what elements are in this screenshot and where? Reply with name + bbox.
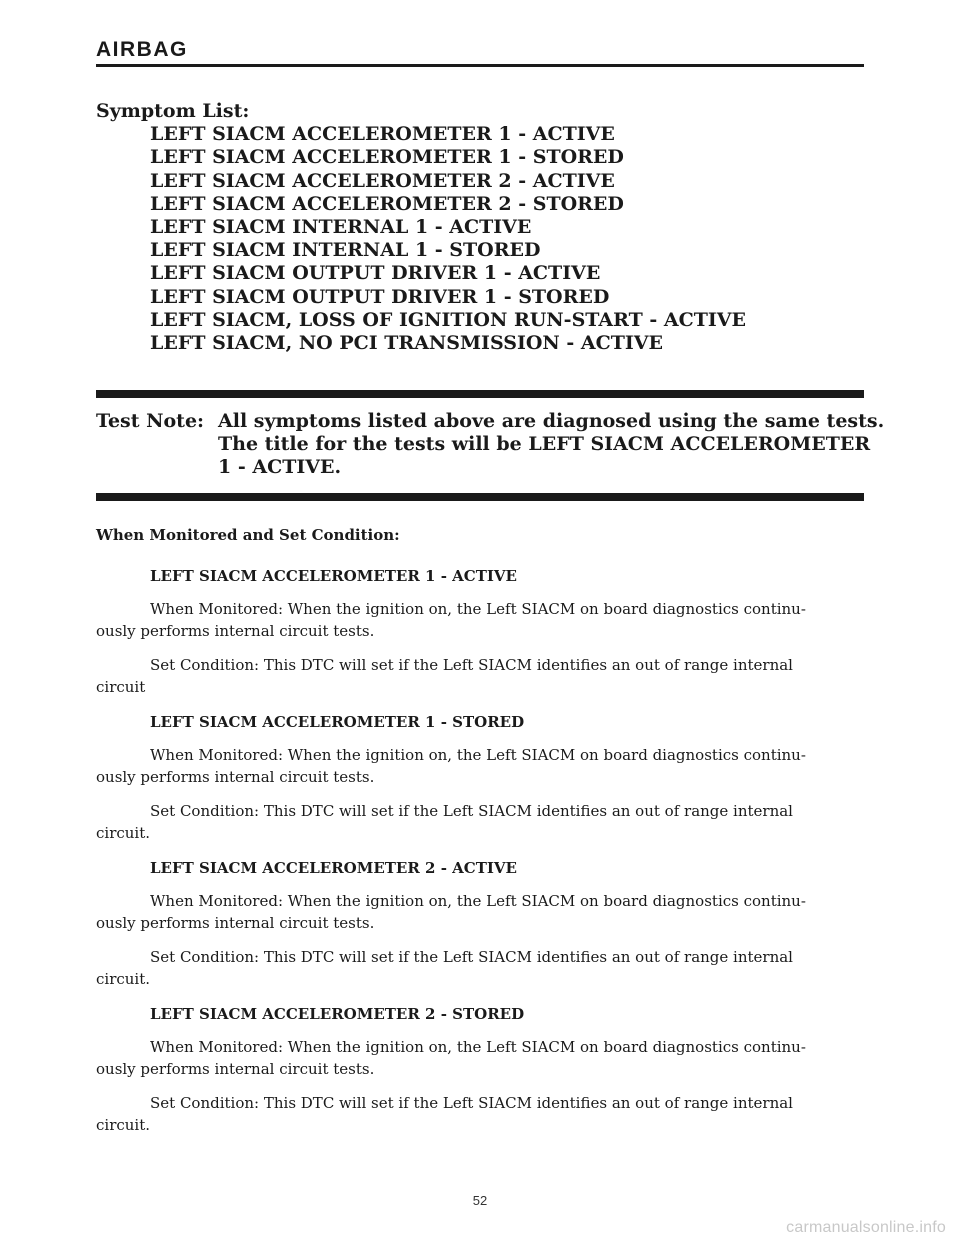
divider-bottom [96,493,864,501]
text-line: When Monitored: When the ignition on, the Left SIACM on board diagnostics continu- [150,892,806,910]
symptom-item: LEFT SIACM, LOSS OF IGNITION RUN-START - ACTIVE [150,308,746,331]
test-note-label: Test Note: [96,410,205,432]
set-condition-paragraph [96,800,866,844]
test-note-line: 1 - ACTIVE. [218,456,342,479]
when-monitored-paragraph [96,1036,866,1080]
text-line: circuit. [96,1116,151,1134]
condition-title: LEFT SIACM ACCELEROMETER 2 - ACTIVE [150,859,517,877]
text-line: Set Condition: This DTC will set if the Left SIACM identifies an out of range internal [150,1094,793,1112]
text-line: Set Condition: This DTC will set if the Left SIACM identifies an out of range internal [150,656,793,674]
text-line: When Monitored: When the ignition on, the Left SIACM on board diagnostics continu- [150,1038,806,1056]
condition-title: LEFT SIACM ACCELEROMETER 2 - STORED [150,1005,525,1023]
text-line: ously performs internal circuit tests. [96,622,375,640]
test-note-line: All symptoms listed above are diagnosed using the same tests. [218,410,885,432]
set-condition-paragraph [96,654,866,698]
text-line: Set Condition: This DTC will set if the Left SIACM identifies an out of range internal [150,948,793,966]
text-line: ously performs internal circuit tests. [96,1060,375,1078]
text-line: circuit [96,678,146,696]
text-line: Set Condition: This DTC will set if the Left SIACM identifies an out of range internal [150,802,793,820]
text-line: circuit. [96,824,151,842]
symptom-item: LEFT SIACM ACCELEROMETER 2 - ACTIVE [150,169,615,192]
condition-entry [96,858,866,990]
text-line: When Monitored: When the ignition on, the Left SIACM on board diagnostics continu- [150,600,806,618]
symptom-list-heading: Symptom List: [96,100,250,122]
condition-title: LEFT SIACM ACCELEROMETER 1 - STORED [150,713,525,731]
test-note [96,410,885,480]
text-line: ously performs internal circuit tests. [96,914,375,932]
condition-entry [96,1004,866,1136]
when-monitored-paragraph [96,744,866,788]
page-header [96,38,864,67]
text-line: circuit. [96,970,151,988]
condition-entry [96,712,866,844]
conditions-heading: When Monitored and Set Condition: [96,526,400,544]
condition-title: LEFT SIACM ACCELEROMETER 1 - ACTIVE [150,567,517,585]
symptom-item: LEFT SIACM INTERNAL 1 - STORED [150,239,541,262]
conditions-section [96,525,866,1148]
set-condition-paragraph [96,1092,866,1136]
when-monitored-paragraph [96,890,866,934]
symptom-list [96,100,876,355]
symptom-item: LEFT SIACM OUTPUT DRIVER 1 - STORED [150,285,610,308]
when-monitored-paragraph [96,598,866,642]
symptom-item: LEFT SIACM, NO PCI TRANSMISSION - ACTIVE [150,332,663,355]
section-title: AIRBAG [96,38,188,61]
set-condition-paragraph [96,946,866,990]
divider-top [96,390,864,398]
header-rule [96,64,864,67]
test-note-line: The title for the tests will be LEFT SIACM ACCELEROMETER [218,433,871,456]
text-line: When Monitored: When the ignition on, the Left SIACM on board diagnostics continu- [150,746,806,764]
test-note-text [218,410,885,480]
condition-entry [96,566,866,698]
page-number: 52 [472,1193,488,1208]
watermark: carmanualsonline.info [786,1219,946,1236]
symptom-item: LEFT SIACM ACCELEROMETER 1 - STORED [150,146,624,169]
symptom-item: LEFT SIACM ACCELEROMETER 1 - ACTIVE [150,123,615,146]
symptom-item: LEFT SIACM INTERNAL 1 - ACTIVE [150,216,532,239]
symptom-item: LEFT SIACM OUTPUT DRIVER 1 - ACTIVE [150,262,601,285]
symptom-item: LEFT SIACM ACCELEROMETER 2 - STORED [150,192,624,215]
text-line: ously performs internal circuit tests. [96,768,375,786]
